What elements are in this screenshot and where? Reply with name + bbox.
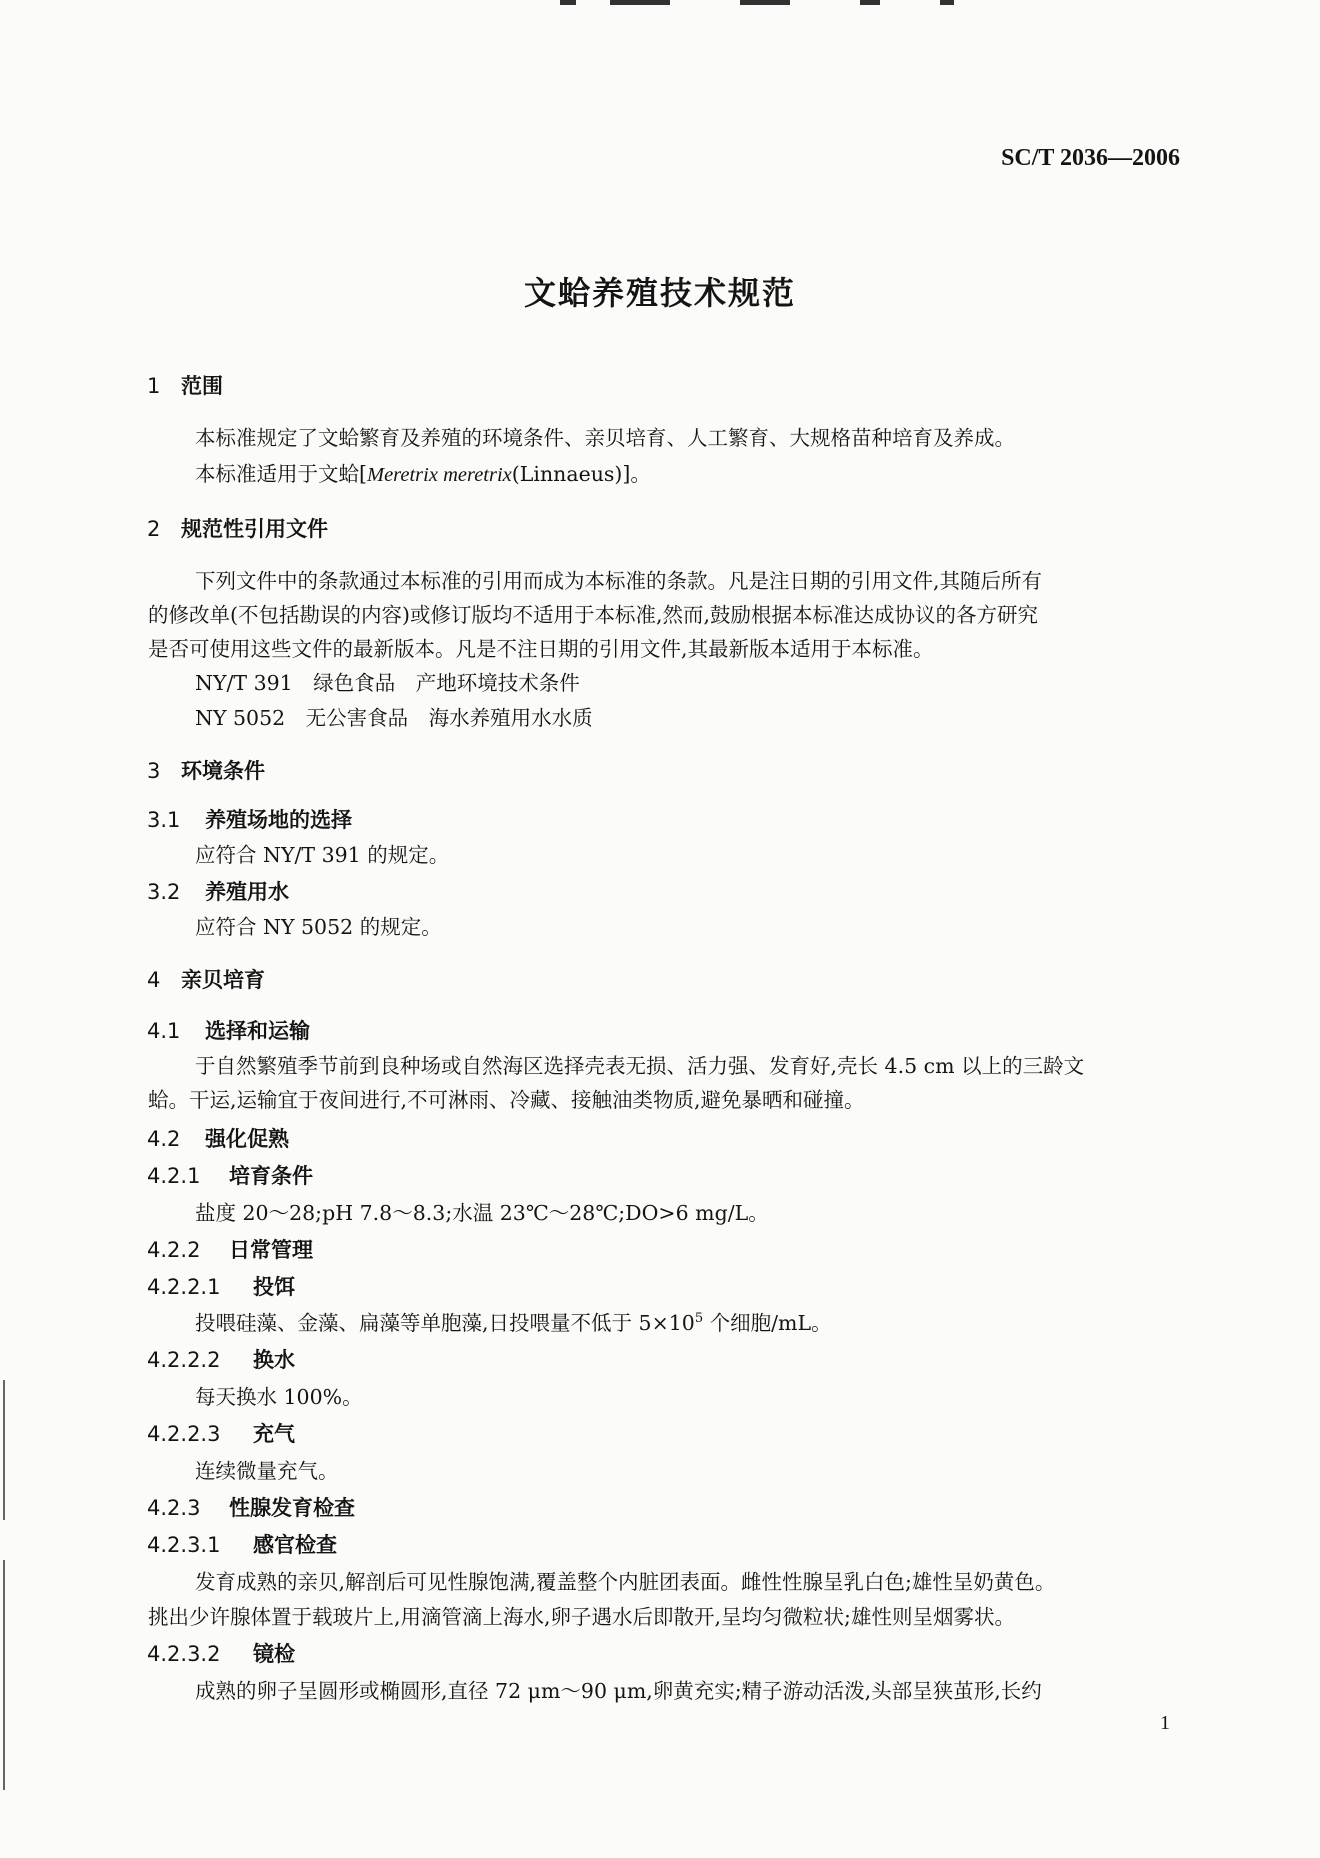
section-3-2-heading: 3.2 养殖用水 [147, 880, 289, 904]
paragraph: 连续微量充气。 [195, 1459, 339, 1483]
scan-edge-line [3, 1380, 5, 1520]
paragraph: 蛤。干运,运输宜于夜间进行,不可淋雨、冷藏、接触油类物质,避免暴晒和碰撞。 [148, 1088, 865, 1112]
section-1-heading: 1 范围 [147, 374, 223, 398]
section-4-2-3-1-heading: 4.2.3.1 感官检查 [147, 1533, 337, 1557]
section-4-2-2-2-heading: 4.2.2.2 换水 [147, 1348, 295, 1372]
paragraph: 应符合 NY 5052 的规定。 [195, 915, 442, 939]
section-4-1-heading: 4.1 选择和运输 [147, 1019, 310, 1043]
section-4-2-2-3-heading: 4.2.2.3 充气 [147, 1422, 295, 1446]
standard-code: SC/T 2036—2006 [1001, 145, 1180, 171]
paragraph: 本标准规定了文蛤繁育及养殖的环境条件、亲贝培育、人工繁育、大规格苗种培育及养成。 [195, 426, 1015, 450]
scan-marks-top [540, 0, 1060, 6]
section-4-2-1-heading: 4.2.1 培育条件 [147, 1164, 313, 1188]
paragraph: 挑出少许腺体置于载玻片上,用滴管滴上海水,卵子遇水后即散开,呈均匀微粒状;雄性则呈烟雾状。 [148, 1605, 1015, 1629]
section-4-2-3-heading: 4.2.3 性腺发育检查 [147, 1496, 355, 1520]
section-3-1-heading: 3.1 养殖场地的选择 [147, 808, 352, 832]
reference-item: NY 5052 无公害食品 海水养殖用水水质 [195, 706, 593, 730]
paragraph: 于自然繁殖季节前到良种场或自然海区选择壳表无损、活力强、发育好,壳长 4.5 cm 以上的三龄文 [195, 1054, 1085, 1078]
paragraph: 成熟的卵子呈圆形或椭圆形,直径 72 μm～90 μm,卵黄充实;精子游动活泼,头部呈狭茧形,长约 [195, 1679, 1042, 1703]
section-3-heading: 3 环境条件 [147, 759, 265, 783]
paragraph: 发育成熟的亲贝,解剖后可见性腺饱满,覆盖整个内脏团表面。雌性性腺呈乳白色;雄性呈奶黄色。 [195, 1570, 1056, 1594]
section-4-2-heading: 4.2 强化促熟 [147, 1127, 289, 1151]
paragraph: 的修改单(不包括勘误的内容)或修订版均不适用于本标准,然而,鼓励根据本标准达成协议的各方研究 [148, 603, 1039, 627]
paragraph: 是否可使用这些文件的最新版本。凡是不注日期的引用文件,其最新版本适用于本标准。 [148, 637, 934, 661]
scan-edge-line [3, 1560, 5, 1790]
section-4-heading: 4 亲贝培育 [147, 968, 265, 992]
paragraph: 应符合 NY/T 391 的规定。 [195, 843, 450, 867]
page-title: 文蛤养殖技术规范 [523, 274, 796, 312]
reference-item: NY/T 391 绿色食品 产地环境技术条件 [195, 671, 580, 695]
paragraph: 本标准适用于文蛤[Meretrix meretrix(Linnaeus)]。 [195, 462, 651, 486]
paragraph: 投喂硅藻、金藻、扁藻等单胞藻,日投喂量不低于 $5\times 10^5$ 个细胞/mL。 [195, 1311, 832, 1335]
section-4-2-2-heading: 4.2.2 日常管理 [147, 1238, 313, 1262]
section-4-2-2-1-heading: 4.2.2.1 投饵 [147, 1275, 295, 1299]
section-2-heading: 2 规范性引用文件 [147, 517, 328, 541]
paragraph: 每天换水 100%。 [195, 1385, 363, 1409]
paragraph: 下列文件中的条款通过本标准的引用而成为本标准的条款。凡是注日期的引用文件,其随后所有 [195, 569, 1043, 593]
page-number: 1 [1160, 1712, 1170, 1734]
paragraph: 盐度 20～28;pH 7.8～8.3;水温 23℃～28℃;DO>6 mg/L。 [195, 1201, 769, 1225]
section-4-2-3-2-heading: 4.2.3.2 镜检 [147, 1642, 295, 1666]
